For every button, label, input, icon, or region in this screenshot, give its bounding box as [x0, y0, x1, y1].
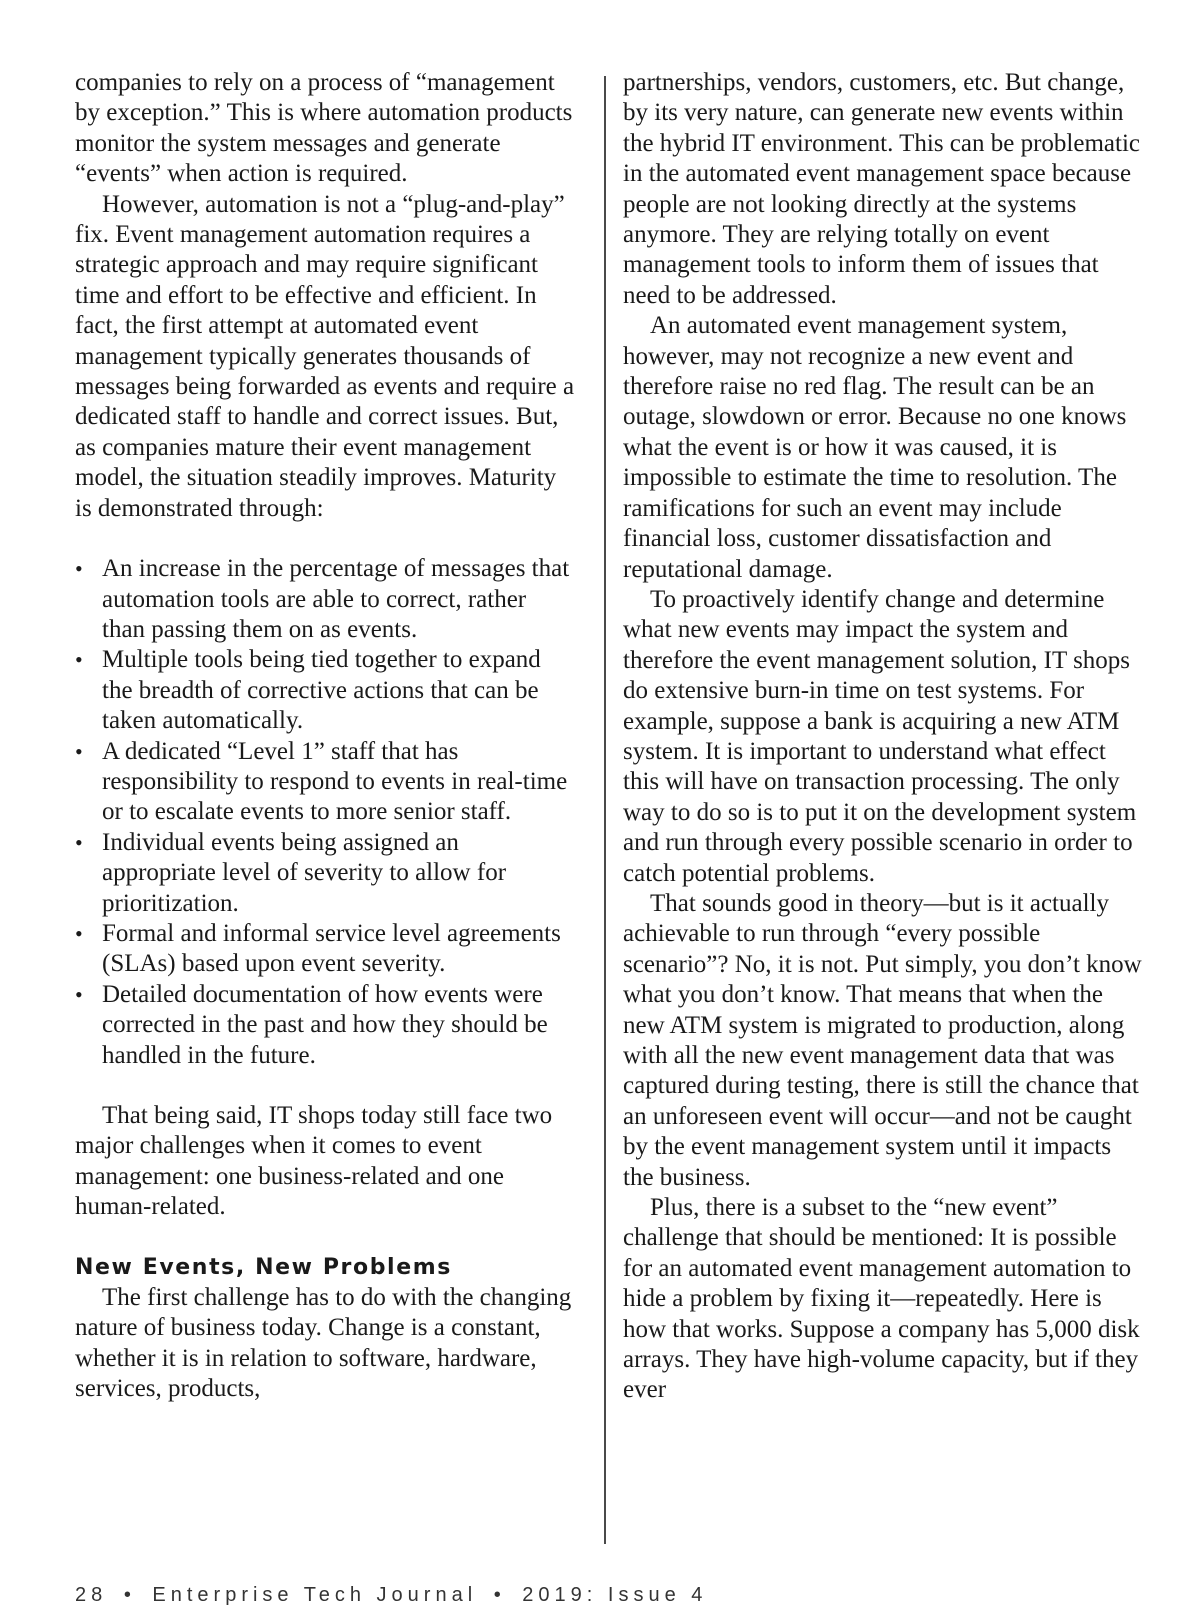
left-column [75, 68, 575, 1405]
paragraph: An automated event management system, however, may not recognize a new event and therefore raise no red flag. The result can be an outage, slowdown or error. Because no one knows what the event is or how it was caused, it is impossible to estimate the time to resolution. The ramifications for such an event may include financial loss, customer dissatisfaction and reputational damage. [623, 312, 1127, 583]
list-item: • Formal and informal service level agreements (SLAs) based upon event severity. [75, 919, 561, 978]
list-item: • An increase in the percentage of messages that automation tools are able to correct, rather than passing them on as events. [75, 555, 570, 643]
bullet-icon: • [75, 920, 83, 946]
bullet-icon: • [75, 556, 83, 582]
spacer [75, 524, 575, 554]
list-item: • A dedicated “Level 1” staff that has responsibility to respond to events in real-time or to escalate events to more senior staff. [75, 737, 568, 826]
paragraph: companies to rely on a process of “management by exception.” This is where automation products monitor the system messages and generate “events” when action is required. [75, 69, 573, 188]
paragraph: That being said, IT shops today still face two major challenges when it comes to event management: one business-related and one human-related. [75, 1102, 553, 1221]
bullet-icon: • [75, 647, 83, 673]
publication-name: Enterprise Tech Journal [152, 1584, 478, 1606]
spacer [75, 1223, 575, 1253]
bullet-icon: • [75, 829, 83, 855]
paragraph: To proactively identify change and determine what new events may impact the system and therefore the event management solution, IT shops do extensive burn-in time on test systems. For example, suppose a bank is acquiring a new ATM system. It is important to understand what effect this will have on transaction processing. The only way to do so is to put it on the development system and run through every possible scenario in order to catch potential problems. [623, 585, 1137, 887]
bullet-icon: • [75, 981, 83, 1007]
spacer [75, 1071, 575, 1101]
maturity-list [75, 554, 575, 1071]
list-item: • Multiple tools being tied together to expand the breadth of corrective actions that can be taken automatically. [75, 646, 541, 735]
list-item: • Detailed documentation of how events were corrected in the past and how they should be handled in the future. [75, 980, 548, 1069]
paragraph: That sounds good in theory—but is it actually achievable to run through “every possible scenario”? No, it is not. Put simply, you don’t know what you don’t know. That means that when the new ATM system is migrated to production, along with all the new event management data that was captured during testing, there is still the chance that an unforeseen event will occur—and not be caught by the event management system until it impacts the business. [623, 889, 1142, 1191]
footer-separator: • [493, 1584, 506, 1606]
column-divider [604, 76, 606, 1544]
right-column [623, 68, 1143, 1406]
list-item: • Individual events being assigned an appropriate level of severity to allow for prioritization. [75, 828, 507, 917]
paragraph: Plus, there is a subset to the “new event” challenge that should be mentioned: It is possible for an automated event management automation to hide a problem by fixing it—repeatedly. Here is how that works. Suppose a company has 5,000 disk arrays. They have high-volume capacity, but if they ever [623, 1194, 1140, 1404]
paragraph: However, automation is not a “plug-and-play” fix. Event management automation requires a strategic approach and may require significant time and effort to be effective and efficient. In fact, the first attempt at automated event management typically generates thousands of messages being forwarded as events and require a dedicated staff to handle and correct issues. But, as companies mature their event management model, the situation steadily improves. Maturity is demonstrated through: [75, 190, 575, 522]
page-footer [75, 1584, 713, 1607]
footer-separator: • [123, 1584, 136, 1606]
issue-label: 2019: Issue 4 [522, 1584, 708, 1606]
bullet-icon: • [75, 738, 83, 764]
paragraph: The first challenge has to do with the changing nature of business today. Change is a constant, whether it is in relation to software, hardware, services, products, [75, 1284, 572, 1403]
page-number: 28 [75, 1584, 108, 1606]
paragraph: partnerships, vendors, customers, etc. But change, by its very nature, can generate new events within the hybrid IT environment. This can be problematic in the automated event management space because people are not looking directly at the systems anymore. They are relying totally on event management tools to inform them of issues that need to be addressed. [623, 69, 1140, 309]
section-heading: New Events, New Problems [75, 1254, 452, 1280]
